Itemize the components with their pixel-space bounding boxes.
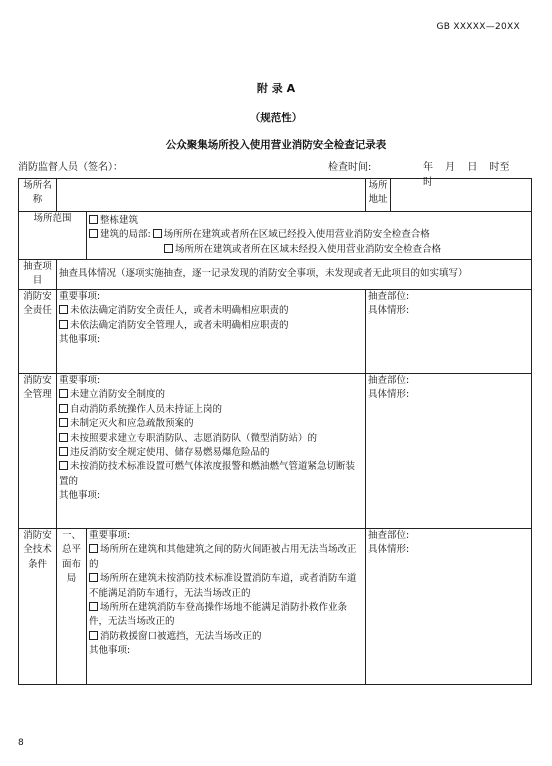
appendix-title: 附 录 A — [256, 82, 296, 95]
checkbox-icon[interactable] — [89, 573, 98, 582]
specific-situation-label: 具体情形: — [368, 544, 410, 556]
checkbox-icon[interactable] — [89, 544, 98, 553]
specific-situation-label: 具体情形: — [368, 305, 410, 317]
checkbox-icon[interactable] — [59, 389, 68, 398]
technical-item-4[interactable]: 消防救援窗口被遮挡，无法当场改正的 — [89, 630, 363, 644]
normative-label: （规范性） — [249, 112, 303, 124]
responsibility-row — [19, 290, 532, 374]
responsibility-findings[interactable] — [366, 290, 532, 374]
checkbox-icon[interactable] — [59, 433, 68, 442]
inspection-record-table — [18, 178, 532, 685]
technical-row — [19, 529, 532, 685]
form-title: 公众聚集场所投入使用营业消防安全检查记录表 — [165, 139, 387, 151]
technical-item-1[interactable]: 场所所在建筑和其他建筑之间的防火间距被占用无法当场改正的 — [89, 544, 357, 570]
specific-situation-label: 具体情形: — [368, 389, 410, 401]
venue-name-label: 场所名称 — [19, 179, 57, 212]
management-item-5[interactable]: 违反消防安全规定使用、储存易燃易爆危险品的 — [59, 446, 363, 460]
inspector-signature-label: 消防监督人员（签名）： — [18, 162, 123, 173]
checkbox-icon[interactable] — [59, 447, 68, 456]
venue-scope-label: 场所范围 — [19, 212, 87, 260]
standard-code: GB XXXXX—20XX — [436, 22, 520, 32]
technical-label: 消防安全技术条件 — [19, 529, 57, 685]
venue-scope-row — [19, 212, 532, 260]
responsibility-content — [57, 290, 366, 374]
checkbox-icon[interactable] — [59, 418, 68, 427]
technical-item-2[interactable]: 场所所在建筑未按消防技术标准设置消防车道，或者消防车道不能满足消防车通行，无法当场改正的 — [89, 573, 357, 599]
scope-option-whole[interactable]: 整栋建筑 — [89, 214, 529, 228]
checkbox-icon[interactable] — [164, 244, 173, 253]
inspection-time-label: 检查时间: — [328, 162, 372, 173]
management-content — [57, 374, 366, 529]
technical-content — [87, 529, 366, 685]
scope-option-not-passed[interactable]: 场所所在建筑或者所在区域未经投入使用营业消防安全检查合格 — [89, 243, 529, 257]
checkbox-icon[interactable] — [59, 320, 68, 329]
page-number: 8 — [18, 738, 24, 748]
other-items-label: 其他事项: — [59, 334, 101, 346]
technical-item-3[interactable]: 场所所在建筑消防车登高操作场地不能满足消防扑救作业条件，无法当场改正的 — [89, 602, 348, 628]
checkbox-icon[interactable] — [59, 404, 68, 413]
spot-check-item-label: 抽查项目 — [19, 260, 57, 290]
checkbox-icon[interactable] — [89, 215, 98, 224]
technical-findings[interactable] — [366, 529, 532, 685]
important-items-label: 重要事项: — [59, 375, 101, 386]
scope-option-partial[interactable]: 建筑的局部: 场所所在建筑或者所在区域已经投入使用营业消防安全检查合格 — [89, 228, 529, 242]
checkbox-icon[interactable] — [59, 305, 68, 314]
checkbox-icon[interactable] — [89, 631, 98, 640]
venue-address-field[interactable] — [391, 179, 532, 212]
management-item-3[interactable]: 未制定灭火和应急疏散预案的 — [59, 417, 363, 431]
venue-name-row — [19, 179, 532, 212]
responsibility-label: 消防安全责任 — [19, 290, 57, 374]
spot-location-label: 抽查部位: — [368, 291, 410, 302]
spot-location-label: 抽查部位: — [368, 375, 410, 386]
checkbox-icon[interactable] — [89, 602, 98, 611]
inspection-time-fields: 年 月 日 时至 时 — [423, 162, 510, 188]
other-items-label: 其他事项: — [89, 645, 131, 657]
layout-sub-label: 一、总平面布局 — [57, 529, 87, 685]
spot-check-header-row — [19, 260, 532, 290]
important-items-label: 重要事项: — [89, 530, 131, 541]
spot-location-label: 抽查部位: — [368, 530, 410, 541]
venue-address-label: 场所地址 — [366, 179, 391, 212]
checkbox-icon[interactable] — [89, 229, 98, 238]
management-findings[interactable] — [366, 374, 532, 529]
checkbox-icon[interactable] — [59, 461, 68, 470]
management-label: 消防安全管理 — [19, 374, 57, 529]
management-item-2[interactable]: 自动消防系统操作人员未持证上岗的 — [59, 403, 363, 417]
management-item-4[interactable]: 未按照要求建立专职消防队、志愿消防队（微型消防站）的 — [59, 432, 363, 446]
management-row — [19, 374, 532, 529]
venue-name-field[interactable] — [57, 179, 366, 212]
spot-check-description: 抽查具体情况（逐项实施抽查，逐一记录发现的消防安全事项，未发现或者无此项目的如实填写） — [57, 260, 532, 290]
responsibility-item-1[interactable]: 未依法确定消防安全责任人，或者未明确相应职责的 — [59, 304, 363, 318]
management-item-1[interactable]: 未建立消防安全制度的 — [59, 388, 363, 402]
checkbox-icon[interactable] — [153, 229, 162, 238]
responsibility-item-2[interactable]: 未依法确定消防安全管理人，或者未明确相应职责的 — [59, 319, 363, 333]
management-item-6[interactable]: 未按消防技术标准设置可燃气体浓度报警和燃油燃气管道紧急切断装置的 — [59, 461, 356, 487]
venue-scope-options — [87, 212, 532, 260]
other-items-label: 其他事项: — [59, 490, 101, 502]
important-items-label: 重要事项: — [59, 291, 101, 302]
